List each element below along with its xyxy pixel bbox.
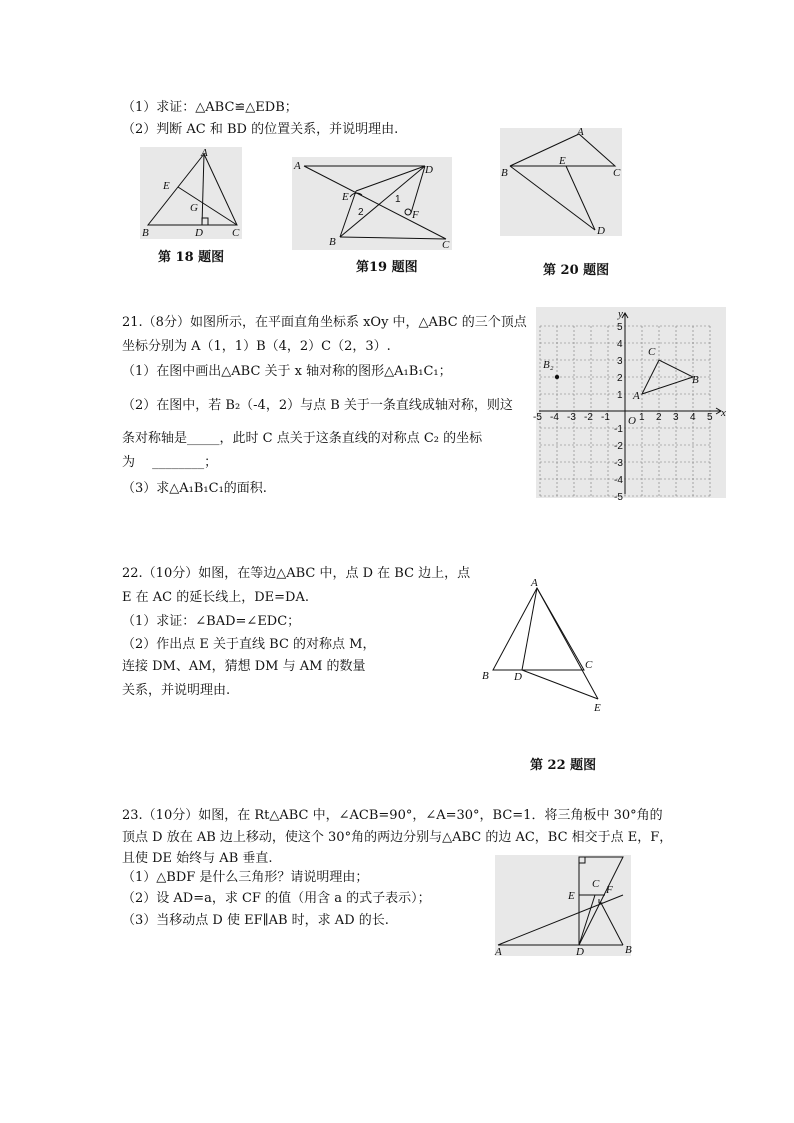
y-tick-label: -4 bbox=[614, 475, 623, 486]
fig18-label-B: B bbox=[142, 227, 149, 239]
fig19-label-B: B bbox=[329, 236, 336, 248]
q23-line2: 顶点 D 放在 AB 边上移动，使这个 30°角的两边分别与△ABC 的边 AC，BC 相交于点 E，F， bbox=[122, 830, 673, 845]
y-tick-label: -2 bbox=[614, 441, 623, 452]
q21-line4: （2）在图中，若 B₂（-4，2）与点 B 关于一条直线成轴对称，则这 bbox=[122, 398, 513, 413]
fig23-label-F: F bbox=[606, 884, 613, 896]
x-tick-label: 4 bbox=[690, 412, 696, 423]
q22-line2: E 在 AC 的延长线上，DE=DA. bbox=[122, 590, 309, 605]
fig20-label-C: C bbox=[613, 167, 621, 179]
x-tick-label: 1 bbox=[639, 412, 645, 423]
fig19-label-F: F bbox=[412, 209, 419, 221]
fig18-label-E: E bbox=[163, 180, 170, 192]
grid-origin-label: O bbox=[628, 415, 636, 427]
figure-18 bbox=[140, 147, 242, 239]
coordinate-grid-figure bbox=[533, 307, 726, 503]
fig22-label-D: D bbox=[514, 671, 522, 683]
q21-line5: 条对称轴是_____，此时 C 点关于这条直线的对称点 C₂ 的坐标 bbox=[122, 431, 483, 446]
fig23-label-E: E bbox=[568, 890, 575, 902]
q20-part2: （2）判断 AC 和 BD 的位置关系，并说明理由. bbox=[122, 122, 399, 137]
fig18-label-G: G bbox=[190, 202, 198, 214]
x-tick-label: -2 bbox=[584, 412, 593, 423]
fig22-label-A: A bbox=[531, 577, 538, 589]
x-tick-label: -1 bbox=[601, 412, 610, 423]
y-tick-label: -1 bbox=[614, 424, 623, 435]
fig19-label-E: E bbox=[342, 191, 349, 203]
q22-line3: （1）求证：∠BAD=∠EDC； bbox=[122, 614, 301, 629]
y-tick-label: 2 bbox=[617, 373, 623, 384]
caption-fig19: 第19 题图 bbox=[356, 260, 418, 275]
q21-line7: （3）求△A₁B₁C₁的面积. bbox=[122, 481, 267, 496]
q21-line6: 为 ________； bbox=[122, 455, 218, 470]
caption-fig22: 第 22 题图 bbox=[530, 758, 597, 773]
fig22-label-C: C bbox=[585, 659, 593, 671]
x-tick-label: -3 bbox=[567, 412, 576, 423]
fig19-angle-2: 2 bbox=[358, 207, 364, 218]
q21-line1: 21.（8分）如图所示，在平面直角坐标系 xOy 中，△ABC 的三个顶点 bbox=[122, 315, 527, 330]
y-tick-label: 1 bbox=[617, 390, 623, 401]
fig23-label-C: C bbox=[592, 878, 600, 890]
q20-part1: （1）求证：△ABC≌△EDB； bbox=[122, 100, 298, 115]
y-tick-label: 3 bbox=[617, 356, 623, 367]
y-tick-label: -3 bbox=[614, 458, 623, 469]
x-tick-label: 2 bbox=[656, 412, 662, 423]
x-tick-label: -5 bbox=[533, 412, 542, 423]
grid-point-B2: B₂ bbox=[543, 359, 554, 371]
figure-20 bbox=[500, 128, 622, 236]
grid-point-A: A bbox=[633, 390, 640, 402]
fig20-label-D: D bbox=[597, 225, 605, 237]
figure-22 bbox=[476, 572, 616, 717]
y-tick-label: -5 bbox=[614, 492, 623, 503]
figure-19 bbox=[292, 157, 452, 250]
grid-point-C: C bbox=[648, 346, 656, 358]
point-b2 bbox=[555, 375, 559, 379]
fig18-label-A: A bbox=[201, 147, 208, 159]
grid-point-B: B bbox=[692, 374, 699, 386]
fig18-label-D: D bbox=[195, 227, 203, 239]
caption-fig18: 第 18 题图 bbox=[158, 250, 225, 265]
grid-y-label: y bbox=[618, 308, 623, 320]
x-tick-label: 3 bbox=[673, 412, 679, 423]
fig19-label-C: C bbox=[442, 239, 450, 251]
q23-line1: 23.（10分）如图，在 Rt△ABC 中，∠ACB=90°，∠A=30°，BC=1．将三角板中 30°角的 bbox=[122, 808, 663, 823]
q23-line6: （3）当移动点 D 使 EF∥AB 时，求 AD 的长. bbox=[122, 913, 389, 928]
q22-line4: （2）作出点 E 关于直线 BC 的对称点 M， bbox=[122, 637, 376, 652]
fig19-angle-1: 1 bbox=[395, 194, 401, 205]
fig18-label-C: C bbox=[232, 227, 240, 239]
q23-line3: 且使 DE 始终与 AB 垂直. bbox=[122, 851, 273, 866]
q21-line3: （1）在图中画出△ABC 关于 x 轴对称的图形△A₁B₁C₁； bbox=[122, 364, 452, 379]
fig23-label-D: D bbox=[576, 946, 584, 958]
fig23-label-A: A bbox=[495, 946, 502, 958]
fig20-label-E: E bbox=[559, 155, 566, 167]
y-tick-label: 5 bbox=[617, 322, 623, 333]
fig19-label-D: D bbox=[425, 164, 433, 176]
q22-line1: 22.（10分）如图，在等边△ABC 中，点 D 在 BC 边上，点 bbox=[122, 566, 471, 581]
fig22-label-B: B bbox=[482, 670, 489, 682]
fig23-label-B: B bbox=[625, 944, 632, 956]
fig20-label-A: A bbox=[577, 126, 584, 138]
figure-23 bbox=[495, 855, 631, 956]
y-tick-label: 4 bbox=[617, 339, 623, 350]
fig20-label-B: B bbox=[501, 167, 508, 179]
fig22-label-E: E bbox=[594, 702, 601, 714]
q22-line6: 关系，并说明理由. bbox=[122, 683, 231, 698]
x-tick-label: 5 bbox=[707, 412, 713, 423]
q21-line2: 坐标分别为 A（1，1）B（4，2）C（2，3）. bbox=[122, 339, 391, 354]
grid-x-label: x bbox=[721, 407, 726, 419]
q23-line5: （2）设 AD=a，求 CF 的值（用含 a 的式子表示）； bbox=[122, 891, 431, 906]
caption-fig20: 第 20 题图 bbox=[543, 263, 610, 278]
fig19-label-A: A bbox=[294, 160, 301, 172]
q23-line4: （1）△BDF 是什么三角形？请说明理由； bbox=[122, 870, 369, 885]
x-tick-label: -4 bbox=[550, 412, 559, 423]
q22-line5: 连接 DM、AM，猜想 DM 与 AM 的数量 bbox=[122, 659, 366, 674]
